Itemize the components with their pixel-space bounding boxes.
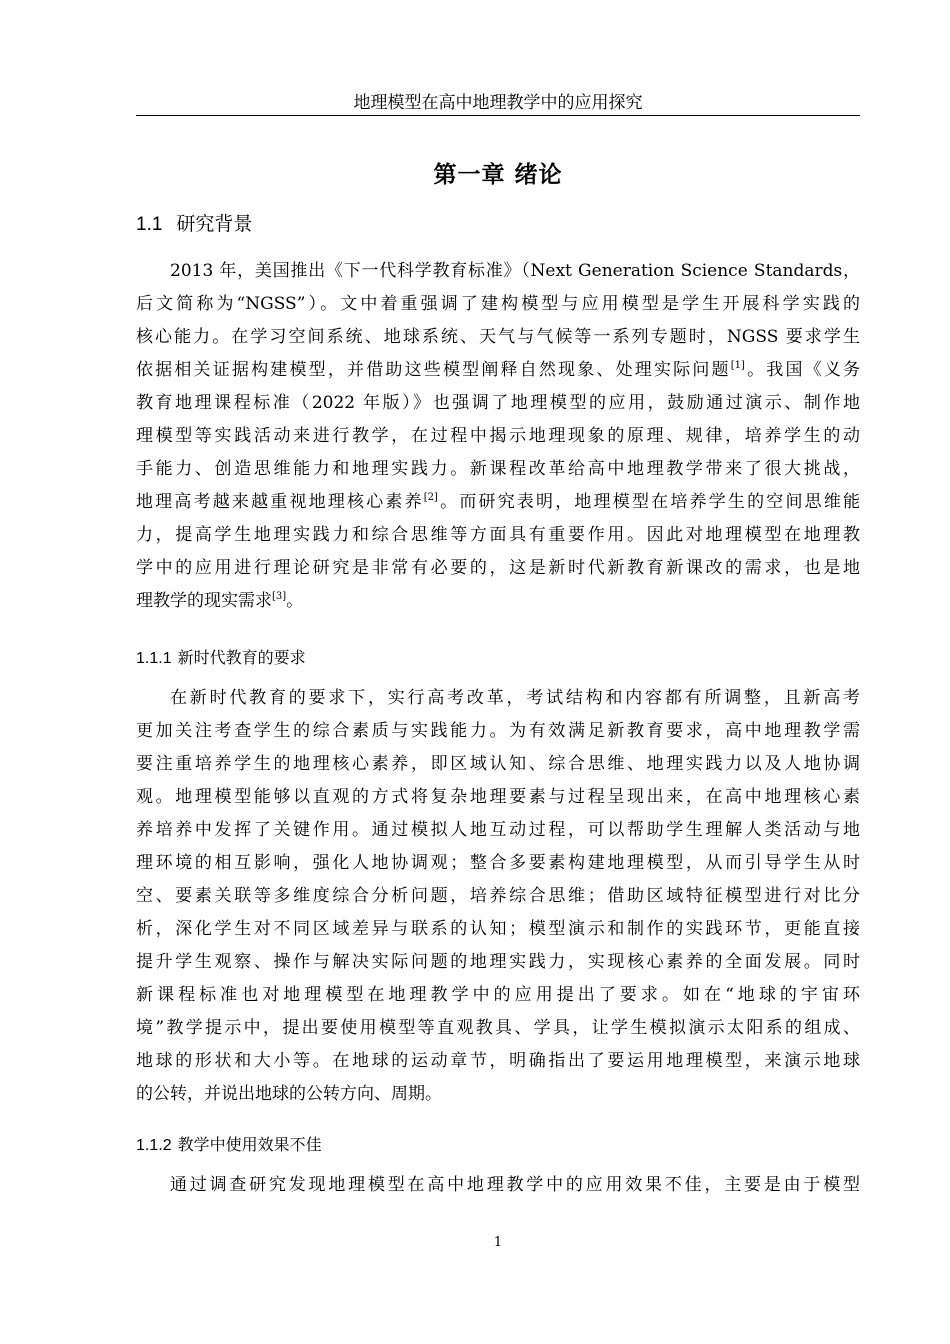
text-line: 析，深化学生对不同区域差异与联系的认知；模型演示和制作的实践环节，更能直接	[136, 919, 860, 939]
paragraph-new-era-education	[136, 682, 860, 1111]
text-line: 的公转，并说出地球的公转方向、周期。	[136, 1084, 442, 1104]
chapter-title: 第一章 绪论	[433, 162, 563, 188]
text-line: 空、要素关联等多维度综合分析问题，培养综合思维；借助区域特征模型进行对比分	[136, 886, 860, 906]
section-title: 研究背景	[176, 213, 253, 235]
text-line: 地球的形状和大小等。在地球的运动章节，明确指出了要运用地理模型，来演示地球	[136, 1051, 860, 1071]
text-line: 核心能力。在学习空间系统、地球系统、天气与气候等一系列专题时，NGSS 要求学生	[136, 327, 860, 347]
section-heading-1-1	[136, 209, 252, 240]
text-line-with-citation	[136, 585, 860, 618]
text-run: 依据相关证据构建模型，并借助这些模型阐释自然现象、处理实际问题	[136, 360, 731, 380]
text-line: 观。地理模型能够以直观的方式将复杂地理要素与过程呈现出来，在高中地理核心素	[136, 787, 860, 807]
text-line: 更加关注考查学生的综合素质与实践能力。为有效满足新教育要求，高中地理教学需	[136, 721, 860, 741]
section-number: 1.1	[136, 214, 163, 235]
text-line: 教育地理课程标准（2022 年版）》也强调了地理模型的应用，鼓励通过演示、制作地	[136, 393, 860, 413]
text-run: 理教学的现实需求	[136, 591, 272, 611]
text-run: 。我国《义务	[744, 360, 861, 380]
section-number: 1.1.1	[136, 650, 172, 667]
text-run: 。	[286, 591, 304, 611]
section-number: 1.1.2	[136, 1137, 172, 1154]
text-line: 在新时代教育的要求下，实行高考改革，考试结构和内容都有所调整，且新高考	[170, 688, 860, 708]
text-line: 要注重培养学生的地理核心素养，即区域认知、综合思维、地理实践力以及人地协调	[136, 754, 860, 774]
section-heading-1-1-2	[136, 1132, 322, 1159]
citation-ref[interactable]: [1]	[730, 360, 745, 371]
citation-ref[interactable]: [3]	[272, 591, 287, 602]
running-header: 地理模型在高中地理教学中的应用探究	[353, 93, 643, 113]
text-run: 。而研究表明，地理模型在培养学生的空间思维能	[437, 492, 861, 512]
paragraph-poor-effect	[136, 1169, 860, 1202]
text-line: 境”教学提示中，提出要使用模型等直观教具、学具，让学生模拟演示太阳系的组成、	[136, 1018, 860, 1038]
page-number: 1	[493, 1235, 503, 1250]
text-line: 力，提高学生地理实践力和综合思维等方面具有重要作用。因此对地理模型在地理教	[136, 525, 860, 545]
text-line: 养培养中发挥了关键作用。通过模拟人地互动过程，可以帮助学生理解人类活动与地	[136, 820, 860, 840]
paragraph-research-background	[136, 255, 860, 618]
citation-ref[interactable]: [2]	[423, 492, 438, 503]
text-line: 理环境的相互影响，强化人地协调观；整合多要素构建地理模型，从而引导学生从时	[136, 853, 860, 873]
text-line: 理模型等实践活动来进行教学，在过程中揭示地理现象的原理、规律，培养学生的动	[136, 426, 860, 446]
section-title: 教学中使用效果不佳	[177, 1135, 322, 1154]
text-line: 学中的应用进行理论研究是非常有必要的，这是新时代新教育新课改的需求，也是地	[136, 558, 860, 578]
text-line: 通过调查研究发现地理模型在高中地理教学中的应用效果不佳，主要是由于模型	[170, 1175, 860, 1195]
text-line-with-citation	[136, 486, 860, 519]
text-line: 新课程标准也对地理模型在地理教学中的应用提出了要求。如在“地球的宇宙环	[136, 985, 860, 1005]
text-run: 地理高考越来越重视地理核心素养	[136, 492, 424, 512]
text-line: 手能力、创造思维能力和地理实践力。新课程改革给高中地理教学带来了很大挑战，	[136, 459, 860, 479]
text-line-with-citation	[136, 354, 860, 387]
section-title: 新时代教育的要求	[177, 648, 306, 667]
section-heading-1-1-1	[136, 645, 306, 672]
text-line: 后文简称为“NGSS”）。文中着重强调了建构模型与应用模型是学生开展科学实践的	[136, 294, 860, 314]
header-rule	[136, 115, 860, 116]
text-line: 提升学生观察、操作与解决实际问题的地理实践力，实现核心素养的全面发展。同时	[136, 952, 860, 972]
text-line: 2013 年，美国推出《下一代科学教育标准》（Next Generation Science Standards，	[170, 261, 860, 281]
